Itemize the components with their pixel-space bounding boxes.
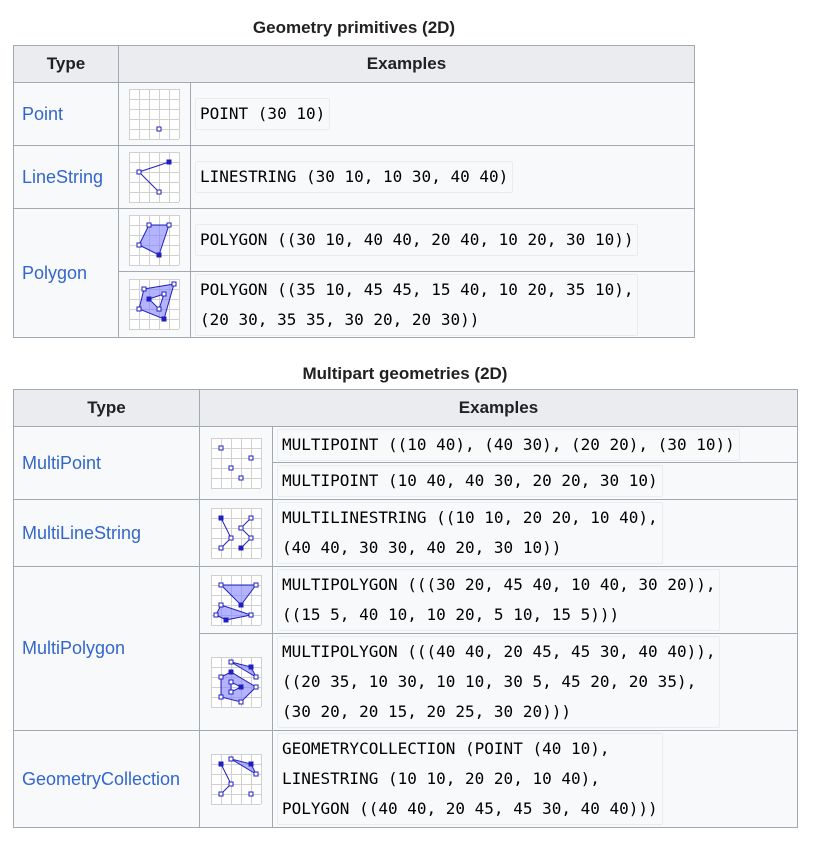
column-header-type: Type bbox=[14, 46, 119, 83]
line-segment bbox=[241, 518, 251, 548]
grid-lines bbox=[129, 89, 180, 140]
table1-caption: Geometry primitives (2D) bbox=[252, 18, 456, 37]
wkt-example: MULTIPOINT (10 40, 40 30, 20 20, 30 10) bbox=[277, 465, 663, 497]
vertex-marker bbox=[219, 792, 223, 796]
multipoint-figure bbox=[200, 427, 273, 500]
polygon-with-hole-figure bbox=[119, 272, 191, 338]
wkt-example: MULTIPOLYGON (((40 40, 20 45, 45 30, 40 40)), ((20 35, 10 30, 10 10, 30 5, 45 20, 20 35), (30 20, 20 15, 20 25, 30 20))) bbox=[277, 636, 720, 728]
vertex-marker bbox=[229, 670, 233, 674]
vertex-marker bbox=[239, 685, 243, 689]
vertex-marker bbox=[219, 583, 223, 587]
vertex-marker bbox=[137, 243, 141, 247]
polygon-icon bbox=[129, 215, 180, 266]
vertex-marker bbox=[229, 690, 233, 694]
vertex-marker bbox=[249, 536, 253, 540]
multipolygon-icon bbox=[211, 575, 262, 626]
vertex-marker bbox=[249, 613, 253, 617]
table-row bbox=[14, 83, 695, 146]
vertex-marker bbox=[249, 456, 253, 460]
linestring-figure bbox=[119, 146, 191, 209]
vertex-marker bbox=[219, 603, 223, 607]
link-polygon[interactable]: Polygon bbox=[22, 262, 88, 283]
vertex-marker bbox=[157, 127, 161, 131]
grid-lines bbox=[129, 152, 180, 203]
table-row bbox=[14, 731, 798, 828]
wkt-example: GEOMETRYCOLLECTION (POINT (40 10), LINESTRING (10 10, 20 20, 10 40), POLYGON ((40 40, 20 45, 45 30, 40 40))) bbox=[277, 733, 663, 825]
polygon-figure bbox=[119, 209, 191, 272]
line-segment bbox=[221, 518, 231, 548]
vertex-marker bbox=[249, 665, 253, 669]
linestring-icon bbox=[129, 152, 180, 203]
vertex-marker bbox=[219, 446, 223, 450]
vertex-marker bbox=[239, 476, 243, 480]
vertex-marker bbox=[254, 772, 258, 776]
vertex-marker bbox=[142, 287, 146, 291]
vertex-marker bbox=[229, 536, 233, 540]
vertex-marker bbox=[229, 680, 233, 684]
vertex-marker bbox=[249, 792, 253, 796]
vertex-marker bbox=[162, 292, 166, 296]
wkt-example: MULTILINESTRING ((10 10, 20 20, 10 40), (40 40, 30 30, 40 20, 30 10)) bbox=[277, 502, 663, 564]
vertex-marker bbox=[229, 466, 233, 470]
point-figure bbox=[119, 83, 191, 146]
polygon-with-hole-icon bbox=[129, 279, 180, 330]
vertex-marker bbox=[224, 618, 228, 622]
vertex-marker bbox=[147, 297, 151, 301]
vertex-marker bbox=[239, 603, 243, 607]
vertex-marker bbox=[137, 307, 141, 311]
vertex-marker bbox=[167, 223, 171, 227]
wkt-example: LINESTRING (30 10, 10 30, 40 40) bbox=[195, 161, 513, 193]
wkt-example: POLYGON ((30 10, 40 40, 20 40, 10 20, 30 10)) bbox=[195, 224, 638, 256]
vertex-marker bbox=[157, 190, 161, 194]
vertex-marker bbox=[229, 660, 233, 664]
link-multipolygon[interactable]: MultiPolygon bbox=[22, 638, 126, 658]
link-multilinestring[interactable]: MultiLineString bbox=[22, 522, 142, 543]
vertex-marker bbox=[219, 675, 223, 679]
vertex-marker bbox=[229, 782, 233, 786]
vertex-marker bbox=[254, 675, 258, 679]
geometrycollection-figure bbox=[200, 731, 273, 828]
link-point[interactable]: Point bbox=[22, 103, 64, 124]
multipolygon-with-hole-icon bbox=[211, 657, 262, 708]
table-row bbox=[14, 146, 695, 209]
vertex-marker bbox=[249, 516, 253, 520]
vertex-marker bbox=[157, 307, 161, 311]
column-header-examples: Examples bbox=[200, 390, 798, 427]
line-segment bbox=[221, 764, 231, 794]
vertex-marker bbox=[219, 695, 223, 699]
vertex-marker bbox=[219, 516, 223, 520]
table-row bbox=[14, 567, 798, 634]
vertex-marker bbox=[249, 762, 253, 766]
multipolygon-figure bbox=[200, 567, 273, 634]
vertex-marker bbox=[219, 546, 223, 550]
vertex-marker bbox=[254, 685, 258, 689]
geometrycollection-icon bbox=[211, 754, 262, 805]
vertex-marker bbox=[239, 546, 243, 550]
vertex-marker bbox=[229, 757, 233, 761]
column-header-type: Type bbox=[14, 390, 200, 427]
multipoint-icon bbox=[211, 438, 262, 489]
vertex-marker bbox=[239, 526, 243, 530]
vertex-marker bbox=[147, 223, 151, 227]
column-header-examples: Examples bbox=[119, 46, 695, 83]
table-row bbox=[14, 427, 798, 463]
table2-caption: Multipart geometries (2D) bbox=[302, 364, 508, 383]
table-row bbox=[14, 500, 798, 567]
table-row bbox=[14, 209, 695, 272]
link-geometrycollection[interactable]: GeometryCollection bbox=[22, 768, 181, 789]
vertex-marker bbox=[162, 317, 166, 321]
vertex-marker bbox=[172, 282, 176, 286]
multilinestring-icon bbox=[211, 508, 262, 559]
vertex-marker bbox=[239, 700, 243, 704]
multilinestring-figure bbox=[200, 500, 273, 567]
vertex-marker bbox=[219, 762, 223, 766]
vertex-marker bbox=[137, 170, 141, 174]
wkt-example: POINT (30 10) bbox=[195, 98, 330, 130]
link-linestring[interactable]: LineString bbox=[22, 166, 104, 187]
vertex-marker bbox=[214, 613, 218, 617]
line-segment bbox=[139, 162, 169, 192]
vertex-marker bbox=[167, 160, 171, 164]
multipolygon-with-hole-figure bbox=[200, 634, 273, 731]
wkt-example: MULTIPOLYGON (((30 20, 45 40, 10 40, 30 20)), ((15 5, 40 10, 10 20, 5 10, 15 5))) bbox=[277, 569, 720, 631]
multipart-geometries-table bbox=[13, 389, 798, 828]
wkt-example: MULTIPOINT ((10 40), (40 30), (20 20), (30 10)) bbox=[277, 429, 740, 461]
wkt-example: POLYGON ((35 10, 45 45, 15 40, 10 20, 35 10), (20 30, 35 35, 30 20, 20 30)) bbox=[195, 274, 638, 336]
vertex-marker bbox=[157, 253, 161, 257]
link-multipoint[interactable]: MultiPoint bbox=[22, 452, 102, 473]
polygon-shape bbox=[139, 225, 169, 255]
point-icon bbox=[129, 89, 180, 140]
vertex-marker bbox=[254, 583, 258, 587]
geometry-primitives-table bbox=[13, 45, 695, 338]
